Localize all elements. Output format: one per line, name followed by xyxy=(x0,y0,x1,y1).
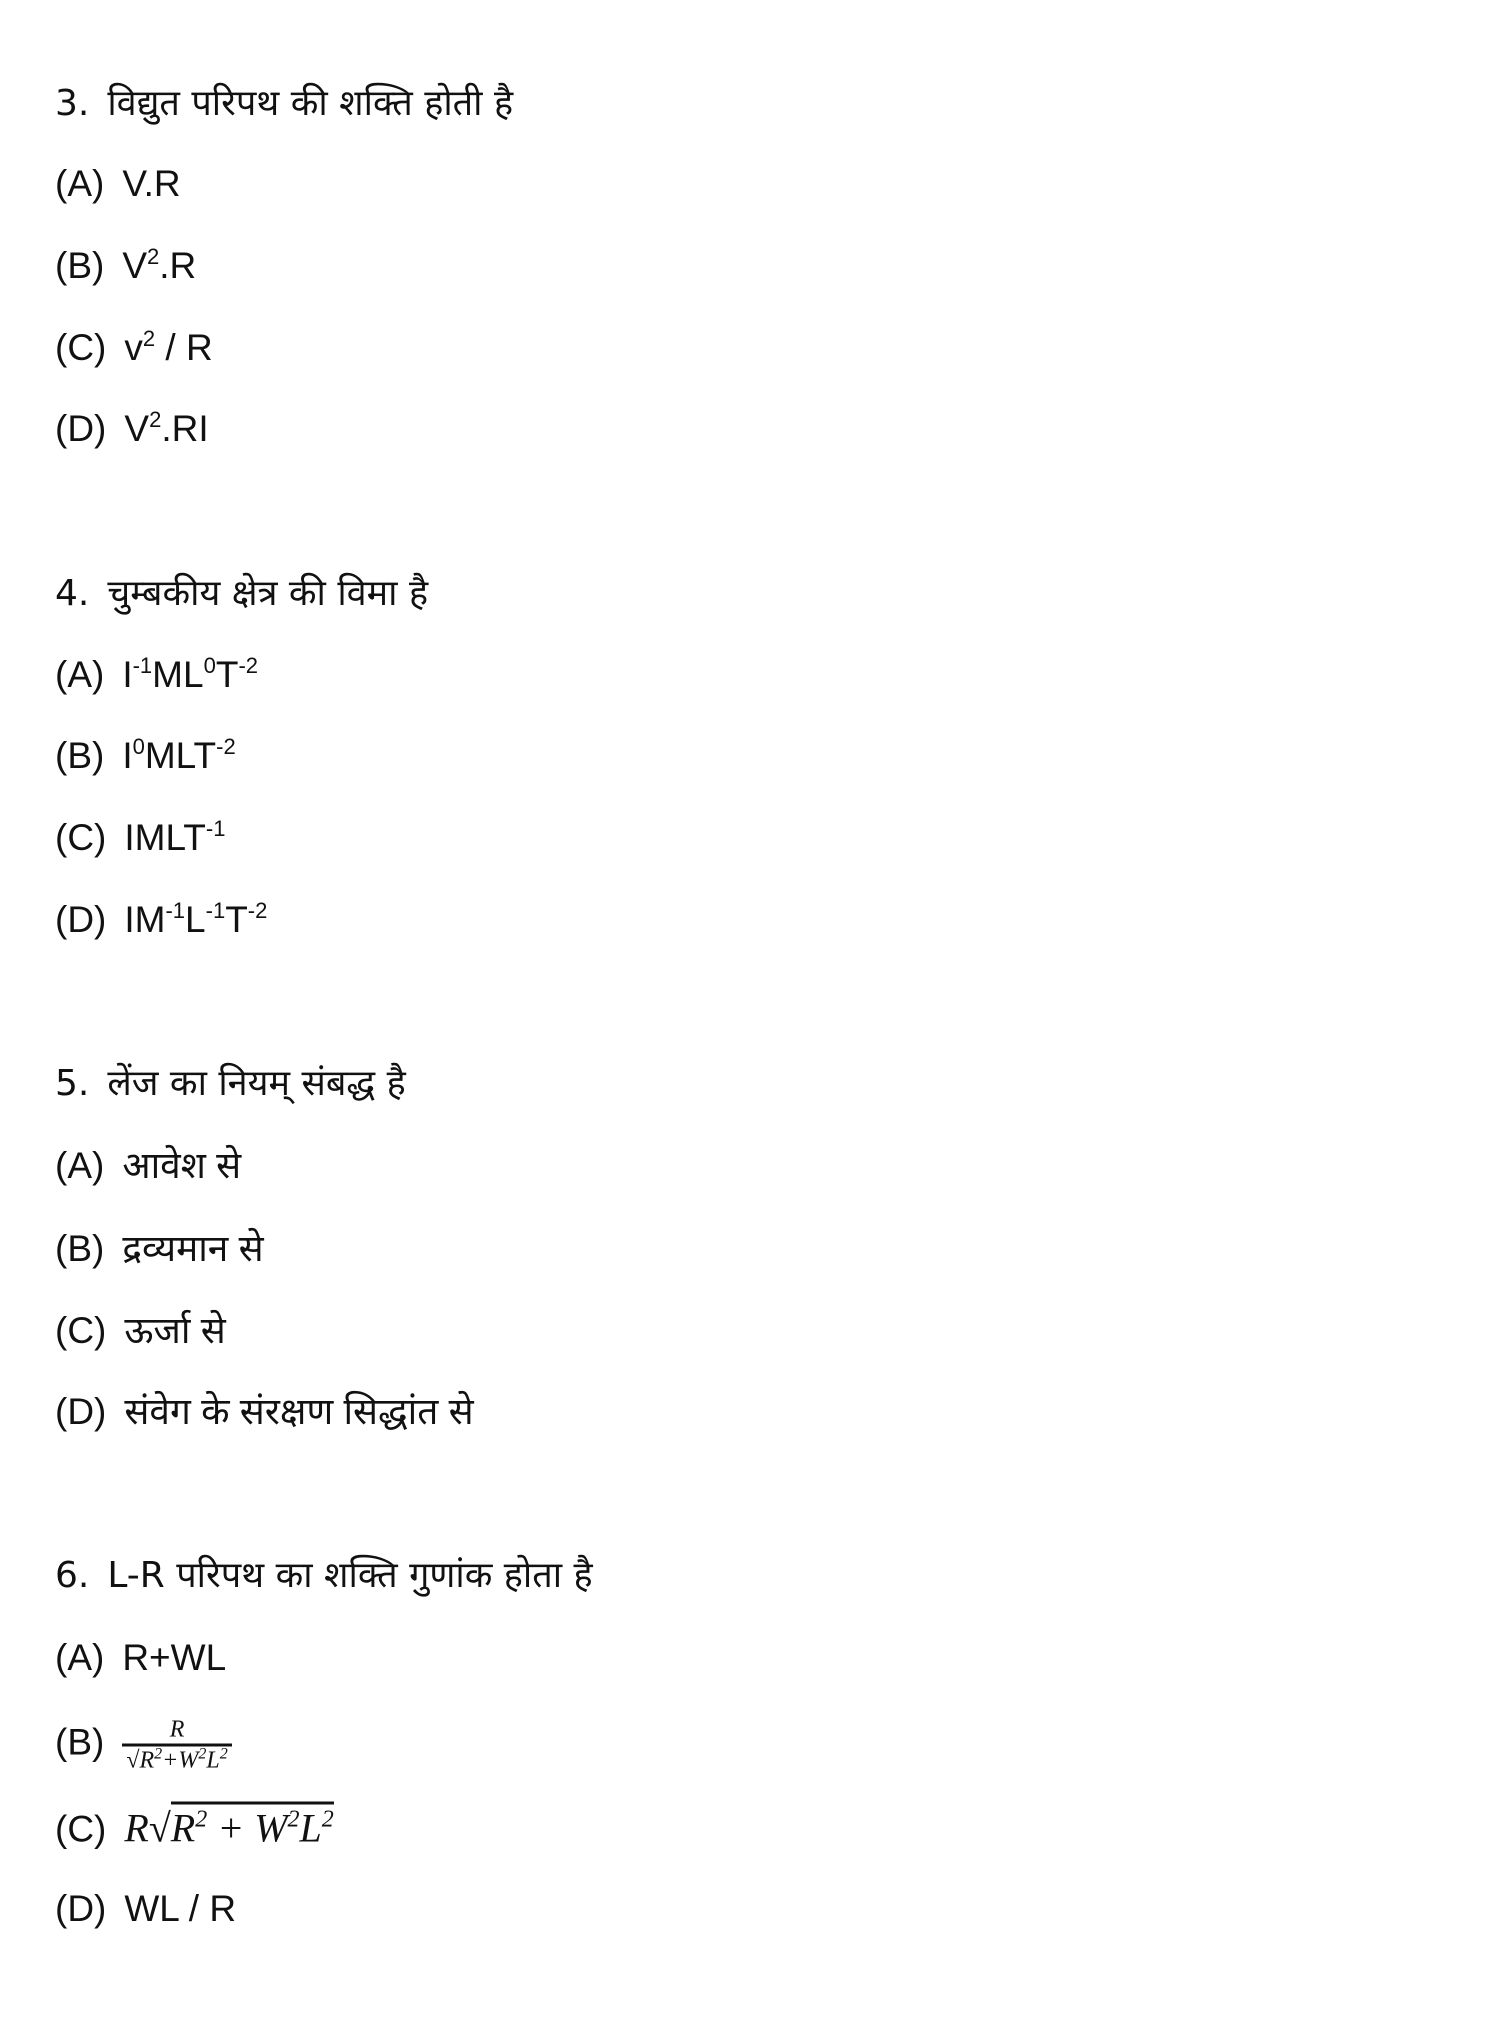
text-segment: .RI xyxy=(161,408,209,449)
option-label: (C) xyxy=(55,1808,107,1850)
option-c xyxy=(55,1307,226,1355)
text-segment: संवेग के संरक्षण सिद्धांत से xyxy=(124,1391,474,1432)
radical-sign: √ xyxy=(126,1747,140,1774)
option-label: (D) xyxy=(55,1391,107,1432)
text-segment: V.R xyxy=(122,163,181,204)
question-text: चुम्बकीय क्षेत्र की विमा है xyxy=(107,573,429,614)
superscript: 2 xyxy=(147,244,160,269)
fraction xyxy=(122,1716,231,1775)
text-segment: IM xyxy=(124,899,166,940)
superscript: 2 xyxy=(149,407,162,432)
option-a xyxy=(55,1634,226,1682)
option-a xyxy=(55,1142,241,1190)
text-segment: .R xyxy=(159,245,197,286)
superscript: 2 xyxy=(219,1745,228,1763)
option-d xyxy=(55,896,267,944)
option-value xyxy=(122,163,180,204)
superscript: 2 xyxy=(154,1745,163,1763)
fraction-denominator xyxy=(122,1744,231,1775)
option-value xyxy=(122,1228,263,1269)
text-segment: + W xyxy=(207,1805,288,1851)
superscript: 2 xyxy=(198,1745,207,1763)
option-d xyxy=(55,1388,474,1436)
superscript: 0 xyxy=(132,734,145,759)
option-value xyxy=(124,327,212,368)
text-segment: R+WL xyxy=(122,1637,227,1678)
text-segment: R xyxy=(139,1747,155,1774)
option-d xyxy=(55,405,209,453)
option-b xyxy=(55,1225,264,1273)
option-a xyxy=(55,651,258,699)
option-value xyxy=(124,817,225,858)
superscript: -1 xyxy=(132,653,153,678)
text-segment: V xyxy=(124,408,150,449)
question-number: 5. xyxy=(55,1063,90,1104)
option-value xyxy=(122,735,235,776)
fraction-numerator: R xyxy=(169,1716,185,1743)
question-text: विद्युत परिपथ की शक्ति होती है xyxy=(107,83,514,124)
option-value xyxy=(124,1391,473,1432)
text-segment: WL / R xyxy=(124,1888,237,1929)
text-segment: L xyxy=(206,1747,220,1774)
question-4 xyxy=(55,570,428,618)
option-b xyxy=(55,1716,232,1775)
superscript: -2 xyxy=(216,734,236,759)
option-value xyxy=(124,1888,236,1929)
option-c xyxy=(55,1805,334,1854)
text-segment: T xyxy=(225,899,248,940)
superscript: -2 xyxy=(238,653,258,678)
text-segment: MLT xyxy=(144,735,217,776)
option-d xyxy=(55,1885,236,1933)
text-segment: द्रव्यमान से xyxy=(122,1228,264,1269)
superscript: 2 xyxy=(142,326,156,351)
option-label: (A) xyxy=(55,1637,105,1678)
radical-sign: √ xyxy=(148,1805,171,1851)
text-segment: I xyxy=(122,735,133,776)
option-value xyxy=(122,1637,226,1678)
question-number: 3. xyxy=(55,83,90,124)
option-label: (B) xyxy=(55,245,105,286)
question-number: 4. xyxy=(55,573,90,614)
superscript: -1 xyxy=(205,898,226,923)
radicand xyxy=(171,1802,334,1851)
option-value xyxy=(124,408,208,449)
option-label: (D) xyxy=(55,899,107,940)
option-b xyxy=(55,242,196,290)
text-segment: R xyxy=(170,1805,196,1851)
option-label: (C) xyxy=(55,1310,107,1351)
text-segment: / R xyxy=(155,327,213,368)
option-value xyxy=(122,1145,241,1186)
question-text: L-R परिपथ का शक्ति गुणांक होता है xyxy=(107,1555,593,1596)
question-number: 6. xyxy=(55,1555,90,1596)
superscript: 2 xyxy=(195,1806,208,1833)
option-label: (B) xyxy=(55,1228,105,1269)
superscript: -2 xyxy=(247,898,268,923)
text-segment: L xyxy=(299,1805,322,1851)
superscript: 0 xyxy=(203,653,216,678)
option-label: (D) xyxy=(55,408,107,449)
text-segment: v xyxy=(124,327,143,368)
superscript: 2 xyxy=(287,1806,300,1833)
option-a xyxy=(55,160,181,208)
option-value xyxy=(122,245,196,286)
text-segment: I xyxy=(122,654,133,695)
text-segment: आवेश से xyxy=(122,1145,242,1186)
question-text: लेंज का नियम् संबद्ध है xyxy=(107,1063,406,1104)
option-label: (A) xyxy=(55,1145,105,1186)
radical-prefix: R xyxy=(124,1805,149,1851)
superscript: 2 xyxy=(321,1806,334,1833)
text-segment: ML xyxy=(152,654,204,695)
option-label: (B) xyxy=(55,735,105,776)
question-6 xyxy=(55,1552,593,1600)
text-segment: L xyxy=(185,899,206,940)
option-c xyxy=(55,324,213,372)
option-label: (A) xyxy=(55,654,105,695)
option-value xyxy=(122,654,258,695)
option-b xyxy=(55,732,236,780)
option-value xyxy=(124,899,267,940)
option-value xyxy=(124,1310,225,1351)
option-label: (A) xyxy=(55,163,105,204)
option-label: (B) xyxy=(55,1721,105,1763)
radical-expression xyxy=(124,1802,333,1851)
option-label: (C) xyxy=(55,817,107,858)
text-segment: +W xyxy=(162,1747,199,1774)
superscript: -1 xyxy=(205,816,226,841)
option-label: (C) xyxy=(55,327,107,368)
text-segment: T xyxy=(215,654,239,695)
text-segment: V xyxy=(122,245,148,286)
question-3 xyxy=(55,80,513,128)
question-5 xyxy=(55,1060,406,1108)
option-c xyxy=(55,814,225,862)
superscript: -1 xyxy=(165,898,186,923)
text-segment: ऊर्जा से xyxy=(124,1310,226,1351)
option-label: (D) xyxy=(55,1888,107,1929)
text-segment: IMLT xyxy=(124,817,206,858)
